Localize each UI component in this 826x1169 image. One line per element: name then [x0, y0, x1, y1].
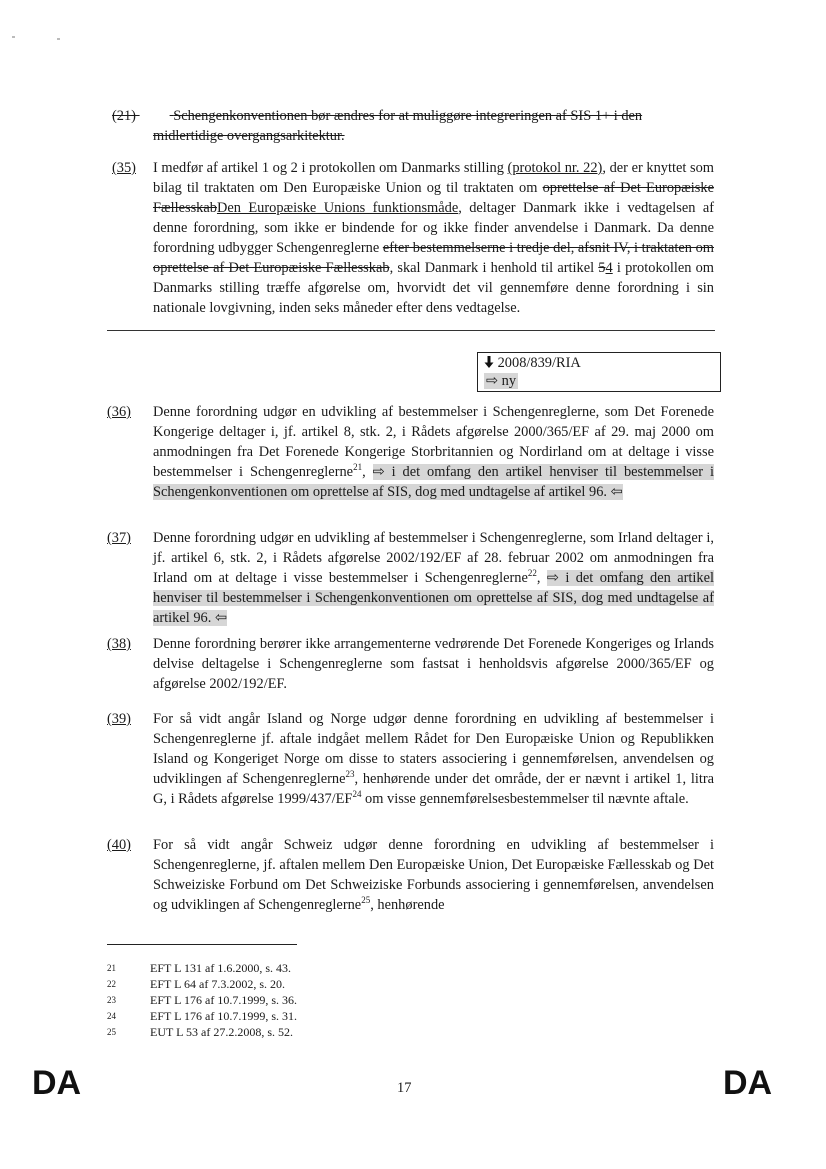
recital-text: For så vidt angår Schweiz udgør denne forordning en udvikling af bestemmelser i Schengenreglerne, jf. aftalen mellem Den Europæiske Union, Det Europæiske Fællesskab og Det Schweiziske Forbund om Det Schweiziske Forbunds associering i gennemførelsen, anvendelsen og udviklingen af Schengenreglerne [153, 837, 714, 913]
footnote [107, 961, 291, 975]
inserted-text: 4 [605, 260, 613, 276]
recital-40 [153, 835, 714, 915]
footnote-ref: 24 [352, 789, 362, 800]
recital-number: (40) [107, 837, 131, 853]
new-label: ny [501, 373, 517, 389]
source-reference-box [477, 352, 721, 392]
footnote-text: EFT L 176 af 10.7.1999, s. 31. [150, 1009, 297, 1023]
recital-number: (38) [107, 636, 131, 652]
footnote-ref: 21 [353, 462, 363, 473]
footnote-text: EFT L 64 af 7.3.2002, s. 20. [150, 977, 285, 991]
deleted-text: efter bestemmelserne i tredje del, afsnit IV, i traktaten om oprettelse af Det Europæiske Fællesskab [153, 240, 714, 276]
recital-text: i protokollen om Danmarks stilling træffe afgørelse om, hvorvidt det vil gennemføre denne forordning i sin nationale lovgivning, inden seks måneder efter dens vedtagelse. [153, 260, 714, 316]
right-arrow-icon: ⇨ [486, 373, 499, 389]
down-arrow-icon [484, 356, 494, 368]
recital-37 [153, 528, 714, 628]
footnote-number: 23 [107, 995, 116, 1005]
recital-21-line1: Schengenkonventionen bør ændres for at muliggøre integreringen af SIS 1+ i den [173, 108, 643, 124]
recital-text: , [362, 464, 373, 480]
recital-number: (36) [107, 404, 131, 420]
footnote [107, 977, 285, 991]
inserted-text: (protokol nr. 22) [507, 160, 603, 176]
footnote-separator [107, 944, 297, 945]
footnote-number: 25 [107, 1027, 116, 1037]
page-number: 17 [397, 1080, 412, 1096]
footnote-number: 24 [107, 1011, 116, 1021]
deleted-text: oprettelse af Det Europæiske Fællesskab [153, 180, 714, 216]
recital-35 [153, 158, 714, 318]
footnote-number: 22 [107, 979, 116, 989]
footnote-text: EFT L 176 af 10.7.1999, s. 36. [150, 993, 297, 1007]
section-divider [107, 330, 715, 331]
recital-text: , [536, 570, 547, 586]
recital-text: , skal Danmark i henhold til artikel [389, 260, 599, 276]
deleted-text: 5 [598, 260, 606, 276]
recital-text: , henhørende under det område, der er nævnt i artikel 1, litra G, i Rådets afgørelse 1999/437/EF [153, 771, 714, 807]
recital-text: , henhørende [370, 897, 445, 913]
footnote-text: EUT L 53 af 27.2.2008, s. 52. [150, 1025, 293, 1039]
footnote [107, 1009, 297, 1023]
recital-39 [153, 709, 714, 809]
new-marker [484, 373, 518, 389]
footnote-ref: 25 [361, 895, 371, 906]
recital-number: (21) [112, 108, 136, 124]
recital-36 [153, 402, 714, 502]
language-code-right: DA [723, 1064, 773, 1102]
recital-text: , deltager Danmark ikke i vedtagelsen af denne forordning, som ikke er bindende for og ikke finder anvendelse i Danmark. Da denne forordning udbygger Schengenreglerne [153, 200, 715, 256]
recital-text: Denne forordning udgør en udvikling af bestemmelser i Schengenreglerne, som Irland deltager i, jf. artikel 6, stk. 2, i Rådets afgørelse 2002/192/EF af 28. februar 2002 om anmodningen fra Irland om at deltage i visse bestemmelser i Schengenreglerne [153, 530, 714, 586]
highlighted-new-text: ⇨ i det omfang den artikel henviser til bestemmelser i Schengenkonventionen om oprettelse af SIS, dog med undtagelse af artikel 96. ⇦ [153, 464, 714, 500]
recital-text: Denne forordning udgør en udvikling af bestemmelser i Schengenreglerne, som Det Forenede Kongerige deltager i, jf. artikel 8, stk. 2, i Rådets afgørelse 2000/365/EF af 29. maj 2000 om anmodningen fra Det Forenede Kongerige Storbritannien og Nordirland om at deltage i visse bestemmelser i Schengenreglerne [153, 404, 714, 480]
source-reference: 2008/839/RIA [497, 355, 581, 371]
recital-21-deleted [112, 106, 714, 146]
recital-number: (37) [107, 530, 131, 546]
recital-text: om visse gennemførelsesbestemmelser til nævnte aftale. [361, 791, 689, 807]
footnote-text: EFT L 131 af 1.6.2000, s. 43. [150, 961, 291, 975]
footnote-ref: 23 [345, 769, 355, 780]
language-code-left: DA [32, 1064, 82, 1102]
recital-text: , der er knyttet som bilag til traktaten om Den Europæiske Union og til traktaten om [153, 160, 715, 196]
recital-text: For så vidt angår Island og Norge udgør denne forordning en udvikling af bestemmelser i Schengenreglerne jf. aftale indgået mellem Rådet for Den Europæiske Union og Republikken Island og Kongeriget Norge om disse to staters associering i gennemførelsen, anvendelsen og udviklingen af Schengenreglerne [153, 711, 714, 787]
recital-text: I medfør af artikel 1 og 2 i protokollen om Danmarks stilling [153, 160, 508, 176]
recital-number: (35) [112, 160, 136, 176]
scan-mark [57, 38, 60, 40]
footnote [107, 993, 297, 1007]
recital-21-line2: midlertidige overgangsarkitektur. [153, 128, 345, 144]
footnote [107, 1025, 293, 1039]
footnote-number: 21 [107, 963, 116, 973]
inserted-text: Den Europæiske Unions funktionsmåde [216, 200, 459, 216]
recital-38: Denne forordning berører ikke arrangementerne vedrørende Det Forenede Kongeriges og Irlands delvise deltagelse i Schengenreglerne som fastsat i henholdsvis afgørelse 2000/365/EF og afgørelse 2002/192/EF. [153, 636, 714, 692]
recital-number: (39) [107, 711, 131, 727]
footnote-ref: 22 [527, 568, 537, 579]
scan-mark [12, 36, 15, 38]
highlighted-new-text: ⇨ i det omfang den artikel henviser til bestemmelser i Schengenkonventionen om oprettelse af SIS, dog med undtagelse af artikel 96. ⇦ [153, 570, 714, 626]
